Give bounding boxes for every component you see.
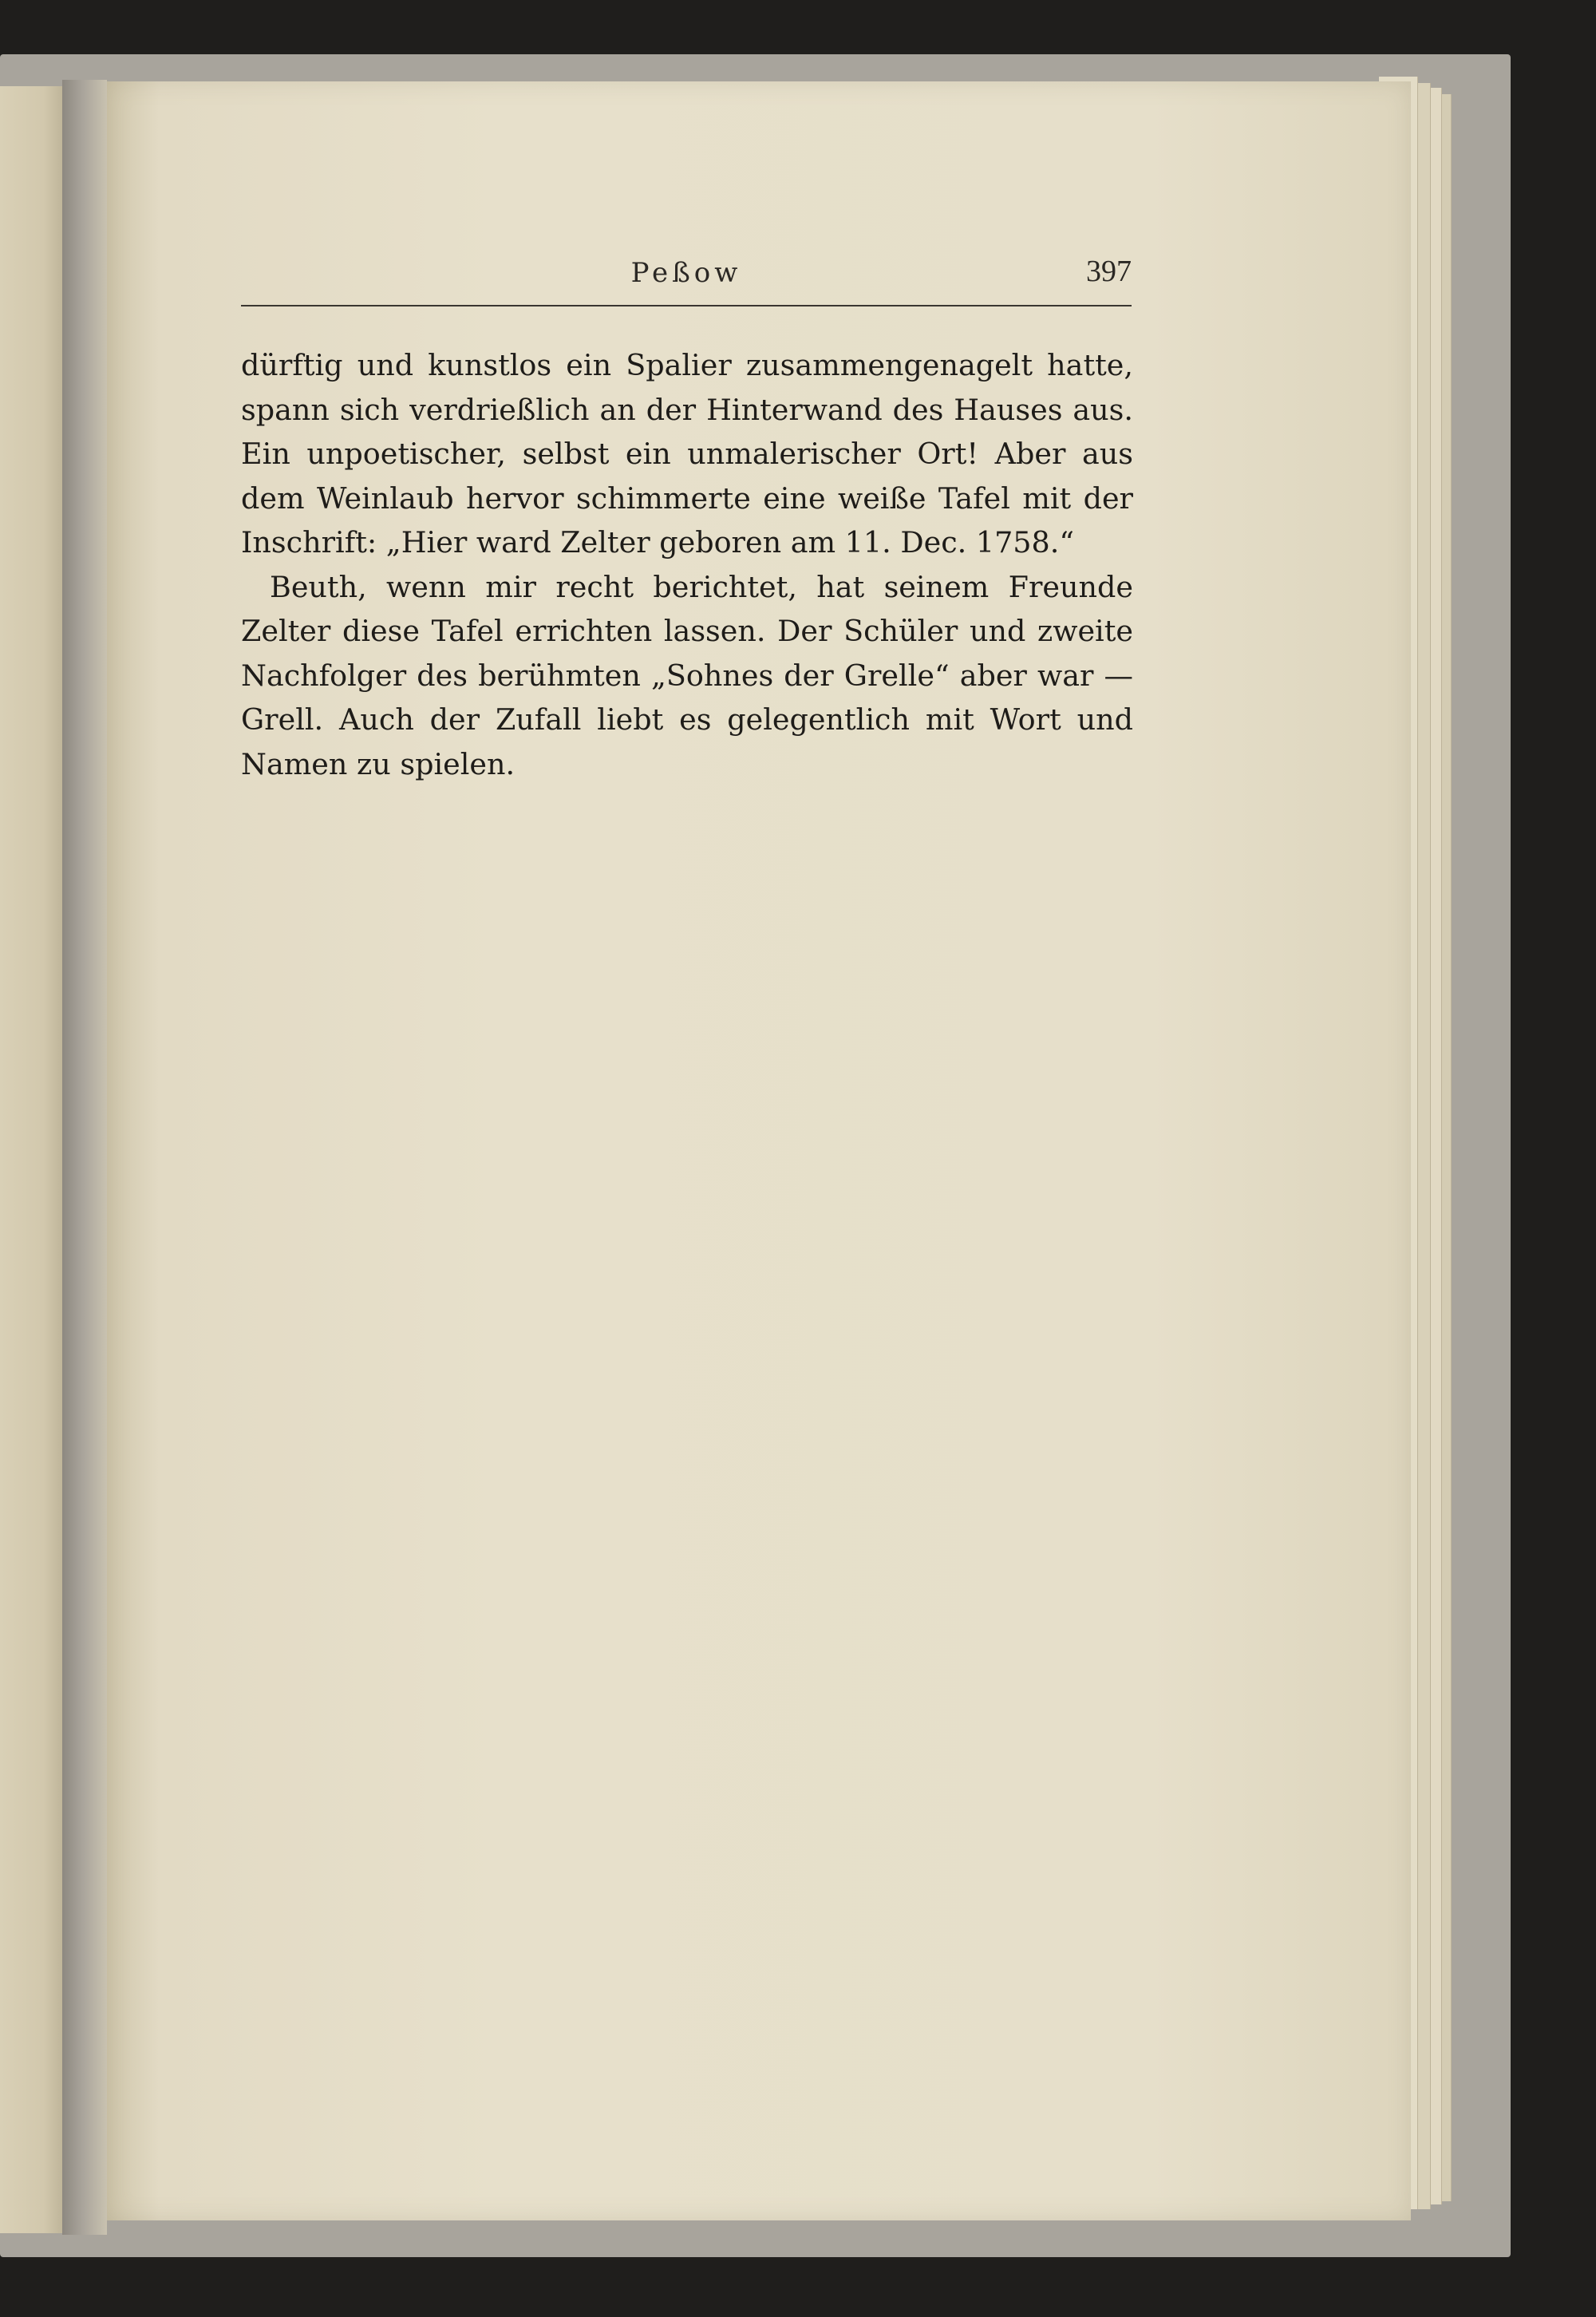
- left-facing-page-edge: [0, 86, 62, 2233]
- paragraph-1: dürftig und kunstlos ein Spalier zusammengenagelt hatte, spann sich verdrießlich an der Hinterwand des Hauses aus. Ein unpoetischer, selbst ein unmalerischer Ort! Aber aus dem Weinlaub hervor schimmerte eine weiße Tafel mit der Inschrift: „Hier ward Zelter geboren am 11. Dec. 1758.“: [241, 348, 1133, 559]
- paragraph-2: Beuth, wenn mir recht berichtet, hat seinem Freunde Zelter diese Tafel errichten lassen. Der Schüler und zweite Nachfolger des berühmten „Sohnes der Grelle“ aber war — Grell. Auch der Zufall liebt es gelegentlich mit Wort und Namen zu spielen.: [241, 569, 1133, 781]
- page-number: 397: [1086, 255, 1132, 288]
- running-title: Peßow: [630, 257, 742, 289]
- running-head: [241, 254, 1132, 306]
- body-text: [241, 343, 1133, 786]
- book-spine-gutter: [62, 80, 107, 2235]
